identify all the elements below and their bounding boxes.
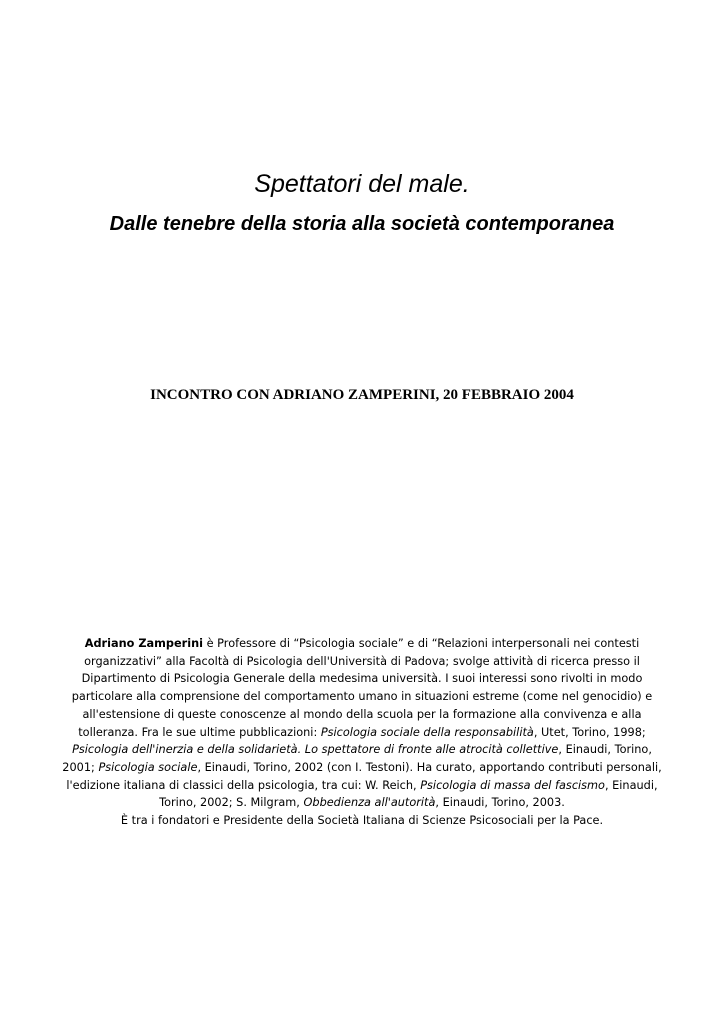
bio-text: , Einaudi, Torino, 2002; S. Milgram, [159, 778, 658, 810]
bio-text: , Utet, Torino, 1998; [533, 725, 646, 739]
author-bio [62, 635, 662, 830]
meeting-heading: INCONTRO CON ADRIANO ZAMPERINI, 20 FEBBRAIO 2004 [150, 387, 574, 403]
bio-last-line: È tra i fondatori e Presidente della Società Italiana di Scienze Psicosociali per la Pace. [120, 814, 604, 828]
book-title: Psicologia sociale della responsabilità [320, 725, 534, 739]
book-title: Psicologia sociale [98, 760, 198, 774]
book-title: Obbedienza all'autorità [303, 796, 436, 810]
bio-text: , Einaudi, Torino, 2002 (con I. Testoni). Ha curato, apportando contributi personali, l'edizione italiana di classici della psicologia, tra cui: W. Reich, [66, 760, 662, 792]
author-name: Adriano Zamperini [84, 637, 204, 650]
book-title: Psicologia dell'inerzia e della solidarietà. Lo spettatore di fronte alle atrocità collettive [72, 743, 559, 757]
book-title: Psicologia di massa del fascismo [420, 778, 605, 792]
bio-text: è Professore di “Psicologia sociale” e di “Relazioni interpersonali nei contesti organizzativi” alla Facoltà di Psicologia dell'Università di Padova; svolge attività di ricerca presso il Dipartimento di Psicologia Generale della medesima università. I suoi interessi sono rivolti in modo particolare alla comprensione del comportamento umano in situazioni estreme (come nel genocidio) e all'estensione di queste conoscenze al mondo della scuola per la formazione alla convivenza e alla tolleranza. Fra le sue ultime pubblicazioni: [71, 637, 653, 739]
document-title: Spettatori del male. [254, 170, 470, 198]
bio-text: , Einaudi, Torino, 2001; [62, 743, 652, 774]
document-subtitle: Dalle tenebre della storia alla società contemporanea [109, 213, 615, 235]
bio-text: , Einaudi, Torino, 2003. [435, 796, 565, 810]
